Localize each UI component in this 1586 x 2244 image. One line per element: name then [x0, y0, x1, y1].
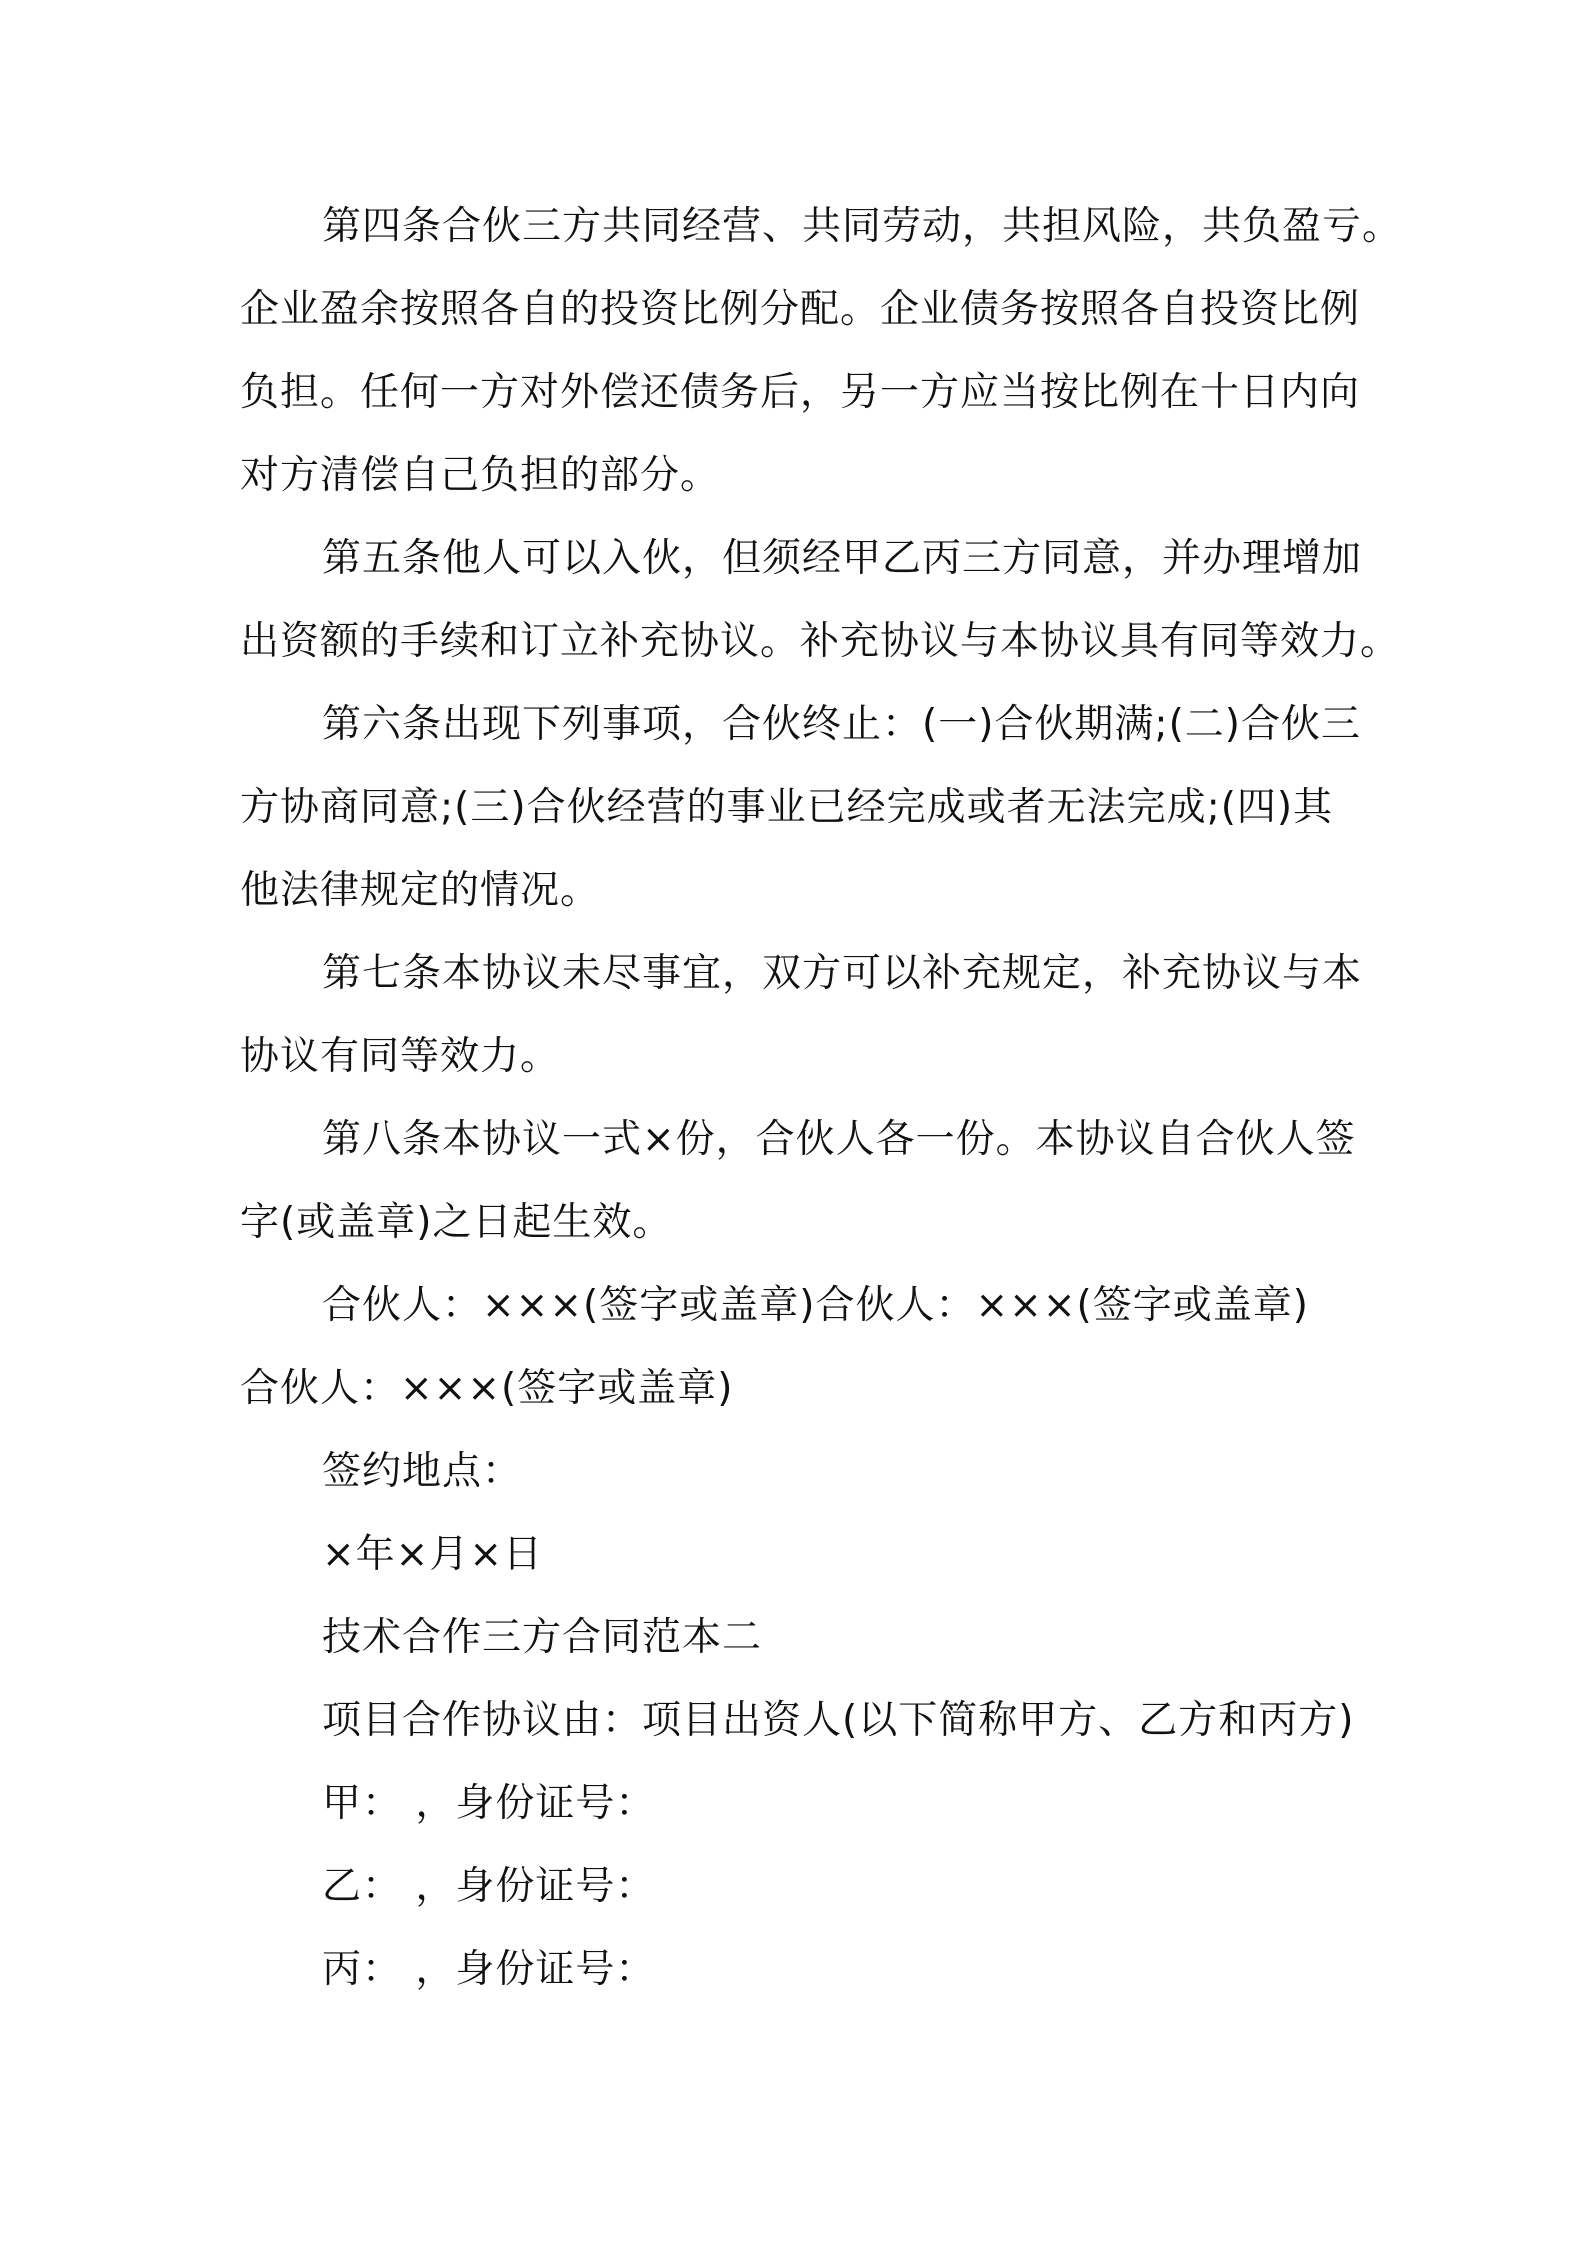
signature-line-2: 合伙人：×××(签字或盖章): [240, 1366, 734, 1411]
article-8-line-1: 第八条本协议一式×份，合伙人各一份。本协议自合伙人签: [322, 1117, 1356, 1162]
article-4-line-3: 负担。任何一方对外偿还债务后，另一方应当按比例在十日内向: [240, 370, 1361, 415]
article-8-line-2: 字(或盖章)之日起生效。: [240, 1200, 673, 1245]
article-6-line-3: 他法律规定的情况。: [240, 868, 601, 913]
party-b-line: 乙： ，身份证号：: [322, 1864, 656, 1909]
article-7-line-2: 协议有同等效力。: [240, 1034, 561, 1079]
agreement-intro: 项目合作协议由：项目出资人(以下简称甲方、乙方和丙方): [322, 1698, 1355, 1743]
party-c-line: 丙： ，身份证号：: [322, 1947, 656, 1992]
signing-place: 签约地点：: [322, 1449, 523, 1494]
article-5-line-2: 出资额的手续和订立补充协议。补充协议与本协议具有同等效力。: [240, 619, 1401, 664]
article-7-line-1: 第七条本协议未尽事宜，双方可以补充规定，补充协议与本: [322, 951, 1363, 996]
article-4-line-2: 企业盈余按照各自的投资比例分配。企业债务按照各自投资比例: [240, 287, 1361, 332]
signing-date: ×年×月×日: [322, 1532, 544, 1577]
article-4-line-4: 对方清偿自己负担的部分。: [240, 453, 721, 498]
article-5-line-1: 第五条他人可以入伙，但须经甲乙丙三方同意，并办理增加: [322, 536, 1363, 581]
party-a-line: 甲： ，身份证号：: [322, 1781, 656, 1826]
signature-line-1: 合伙人：×××(签字或盖章)合伙人：×××(签字或盖章): [322, 1283, 1309, 1328]
article-6-line-1: 第六条出现下列事项，合伙终止：(一)合伙期满;(二)合伙三: [322, 702, 1362, 747]
article-4-line-1: 第四条合伙三方共同经营、共同劳动，共担风险，共负盈亏。: [322, 204, 1403, 249]
section-title: 技术合作三方合同范本二: [322, 1615, 763, 1660]
article-6-line-2: 方协商同意;(三)合伙经营的事业已经完成或者无法完成;(四)其: [240, 785, 1334, 830]
